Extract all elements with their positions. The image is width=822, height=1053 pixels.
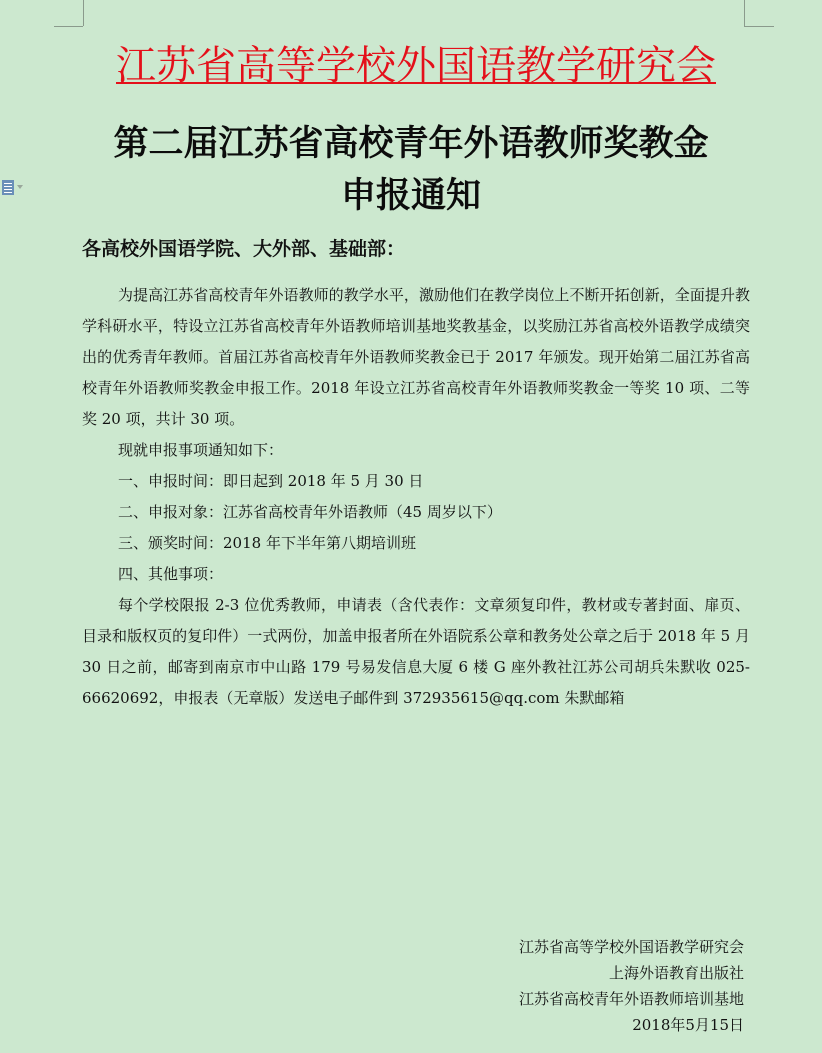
document-icon — [2, 180, 14, 195]
page-corner-mark-top-right-h — [744, 26, 774, 27]
salutation: 各高校外国语学院、大外部、基础部： — [82, 238, 406, 260]
signature-org-2: 上海外语教育出版社 — [608, 964, 744, 982]
page-corner-mark-top-left-h — [54, 26, 83, 27]
title-line-2: 申报通知 — [340, 176, 481, 216]
chevron-down-icon — [17, 185, 23, 189]
item-award-time: 三、颁奖时间：2018 年下半年第八期培训班 — [118, 534, 416, 552]
signature-org-1: 江苏省高等学校外国语教学研究会 — [518, 938, 744, 956]
other-details-paragraph: 每个学校限报 2-3 位优秀教师，申请表（含代表作：文章须复印件，教材或专著封面、扉页、目录和版权页的复印件）一式两份，加盖申报者所在外语院系公章和教务处公章之后于 2018 年 5 月 30 日之前，邮寄到南京市中山路 179 号易发信息大厦 6 楼 G 座外教社江苏公司胡兵朱默收 025-66620692，申报表（无章版）发送电子邮件到 372935615@qq.com 朱默邮箱 — [82, 596, 750, 707]
item-eligibility: 二、申报对象：江苏省高校青年外语教师（45 周岁以下） — [118, 503, 502, 521]
notice-lead: 现就申报事项通知如下： — [118, 441, 284, 459]
intro-paragraph: 为提高江苏省高校青年外语教师的教学水平，激励他们在教学岗位上不断开拓创新，全面提升教学科研水平，特设立江苏省高校青年外语教师培训基地奖教基金，以奖励江苏省高校外语教学成绩突出的优秀青年教师。首届江苏省高校青年外语教师奖教金已于 2017 年颁发。现开始第二届江苏省高校青年外语教师奖教金申报工作。2018 年设立江苏省高校青年外语教师奖教金一等奖 10 项、二等奖 20 项，共计 30 项。 — [82, 286, 750, 428]
document-body — [82, 280, 750, 714]
item-application-time: 一、申报时间：即日起到 2018 年 5 月 30 日 — [118, 472, 424, 490]
title-line-1: 第二届江苏省高校青年外语教师奖教金 — [113, 124, 709, 164]
item-other-matters: 四、其他事项： — [118, 565, 224, 583]
page-corner-mark-top-left — [83, 0, 84, 26]
page-corner-mark-top-right — [744, 0, 745, 26]
org-title: 江苏省高等学校外国语教学研究会 — [116, 43, 716, 89]
signature-date: 2018年5月15日 — [632, 1016, 744, 1034]
signature-org-3: 江苏省高校青年外语教师培训基地 — [518, 990, 744, 1008]
signature-block — [519, 934, 744, 1038]
document-title — [40, 118, 782, 222]
side-document-menu[interactable] — [2, 179, 32, 195]
